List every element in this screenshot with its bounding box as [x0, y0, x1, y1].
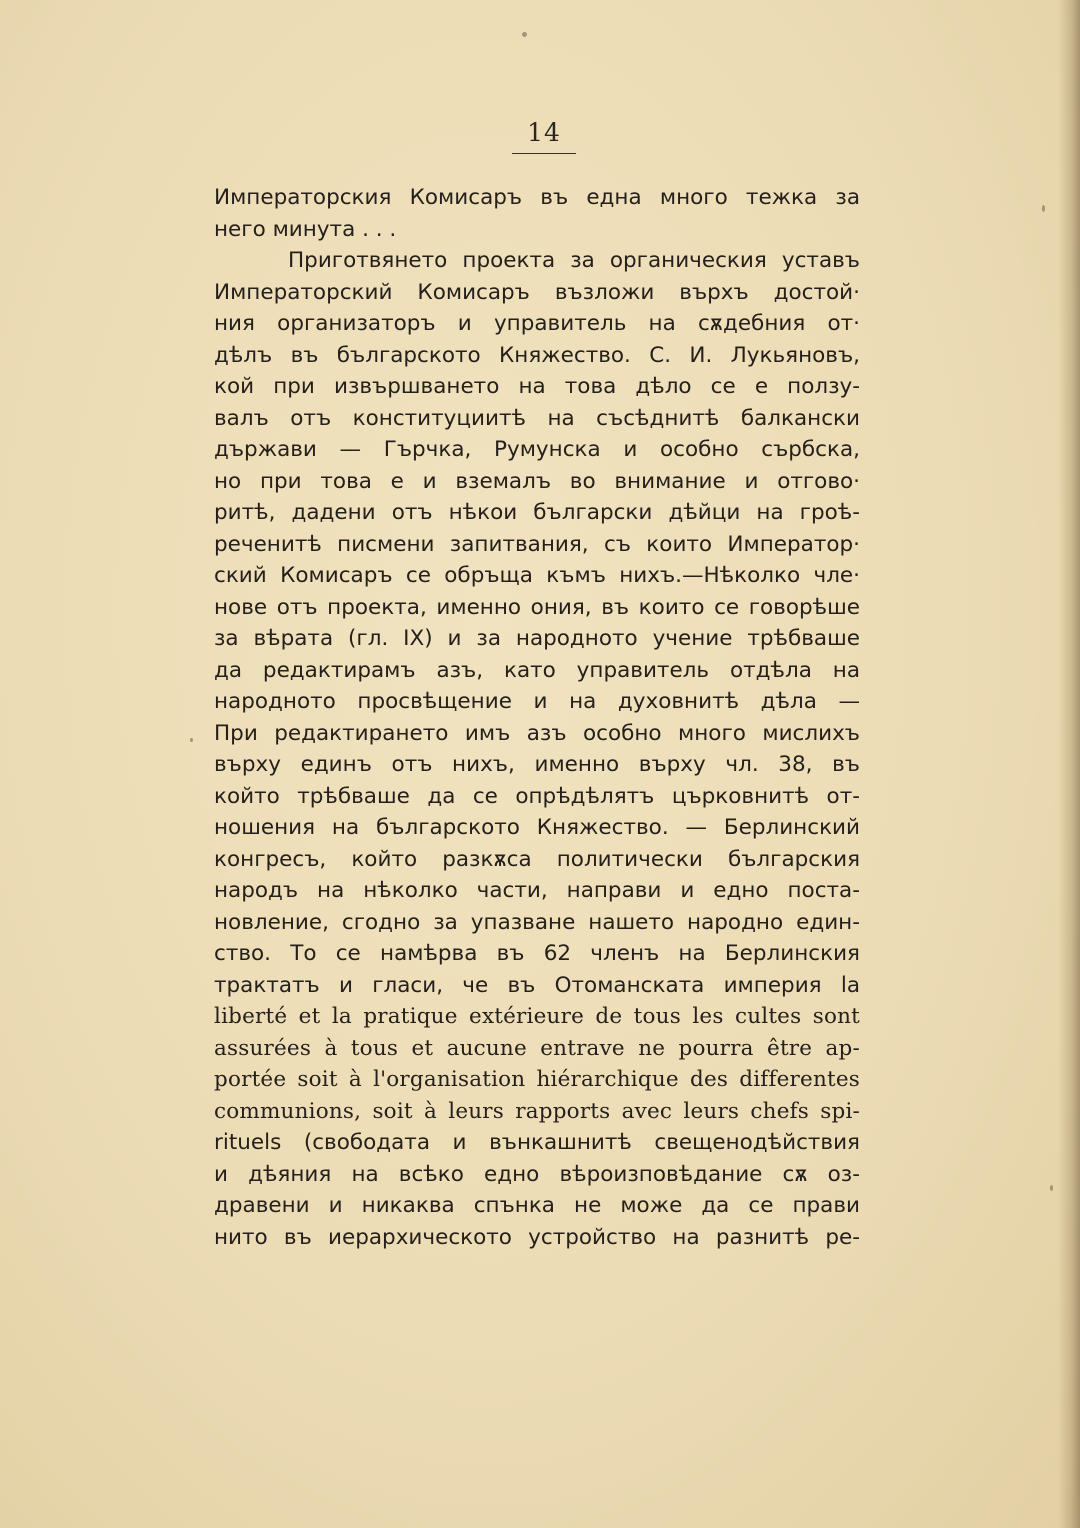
text-line: върху единъ отъ нихъ, именно върху чл. 38, въ	[214, 752, 860, 777]
text-line: и дѣяния на всѣко едно вѣроизповѣдание сѫ оз-	[214, 1161, 860, 1187]
text-line: за вѣрата (гл. IX) и за народното учение трѣбваше	[214, 626, 860, 651]
text-line: но при това е и вземалъ во внимание и отгово·	[214, 468, 860, 494]
page-edge-shadow	[1058, 0, 1080, 1528]
text-line: При редактирането имъ азъ особно много мислихъ	[214, 720, 860, 746]
body-text	[214, 182, 860, 1253]
text-line: дѣлъ въ българското Княжество. С. И. Лукьяновъ,	[214, 342, 860, 368]
text-line: communions, soit à leurs rapports avec leurs chefs spi-	[214, 1098, 860, 1124]
text-line: него минута . . .	[214, 216, 397, 242]
text-line: реченитѣ писмени запитвания, съ които Император·	[214, 531, 860, 557]
text-line: народъ на нѣколко части, направи и едно поста-	[214, 878, 860, 903]
text-line: Приготвянето проекта за органическия уставъ	[288, 248, 860, 273]
text-line: rituels (свободата и вънкашнитѣ свещенодѣйствия	[214, 1130, 860, 1155]
page-number: 14	[527, 118, 561, 147]
paper-speck	[1042, 205, 1045, 212]
paper-speck	[190, 738, 193, 742]
text-line: трактатъ и гласи, че въ Отоманската империя la	[214, 972, 860, 998]
text-line: държави — Гърчка, Румунска и особно сърбска,	[214, 437, 860, 462]
text-line: който трѣбваше да се опрѣдѣлятъ църковнитѣ от-	[214, 783, 860, 809]
text-line: ство. То се намѣрва въ 62 членъ на Берлинския	[214, 941, 860, 966]
text-line: assurées à tous et aucune entrave ne pourra être ap-	[214, 1035, 860, 1061]
text-line: нито въ иерархическото устройство на разнитѣ ре-	[214, 1224, 860, 1250]
text-line: валъ отъ конституциитѣ на съсѣднитѣ балкански	[214, 405, 860, 431]
text-line: кой при извършването на това дѣло се е ползу-	[214, 374, 860, 399]
text-line: нове отъ проекта, именно ония, въ които се говорѣше	[214, 594, 860, 620]
paper-speck	[1050, 1185, 1053, 1191]
text-line: конгресъ, който разкѫса политически българския	[214, 846, 860, 872]
text-line: ношения на българското Княжество. — Берлинский	[214, 815, 860, 840]
text-line: да редактирамъ азъ, като управитель отдѣла на	[214, 657, 860, 683]
text-line: liberté et la pratique extérieure de tous les cultes sont	[214, 1004, 860, 1029]
text-line: Императорския Комисаръ въ една много тежка за	[214, 185, 860, 210]
text-line: ритѣ, дадени отъ нѣкои български дѣйци на гроѣ-	[214, 500, 860, 525]
text-line: ния организаторъ и управитель на сѫдебния от·	[214, 311, 860, 336]
paper-speck	[522, 32, 527, 37]
page-number-rule	[512, 153, 576, 154]
text-line: народното просвѣщение и на духовнитѣ дѣла —	[214, 689, 860, 714]
text-line: portée soit à l'organisation hiérarchique des differentes	[214, 1067, 860, 1092]
text-line: ский Комисаръ се обръща къмъ нихъ.—Нѣколко чле·	[214, 563, 860, 588]
text-line: новление, сгодно за упазване нашето народно един-	[214, 909, 860, 935]
text-line: Императорский Комисаръ възложи върхъ достой·	[214, 279, 860, 305]
text-line: дравени и никаква спънка не може да се прави	[214, 1193, 860, 1218]
